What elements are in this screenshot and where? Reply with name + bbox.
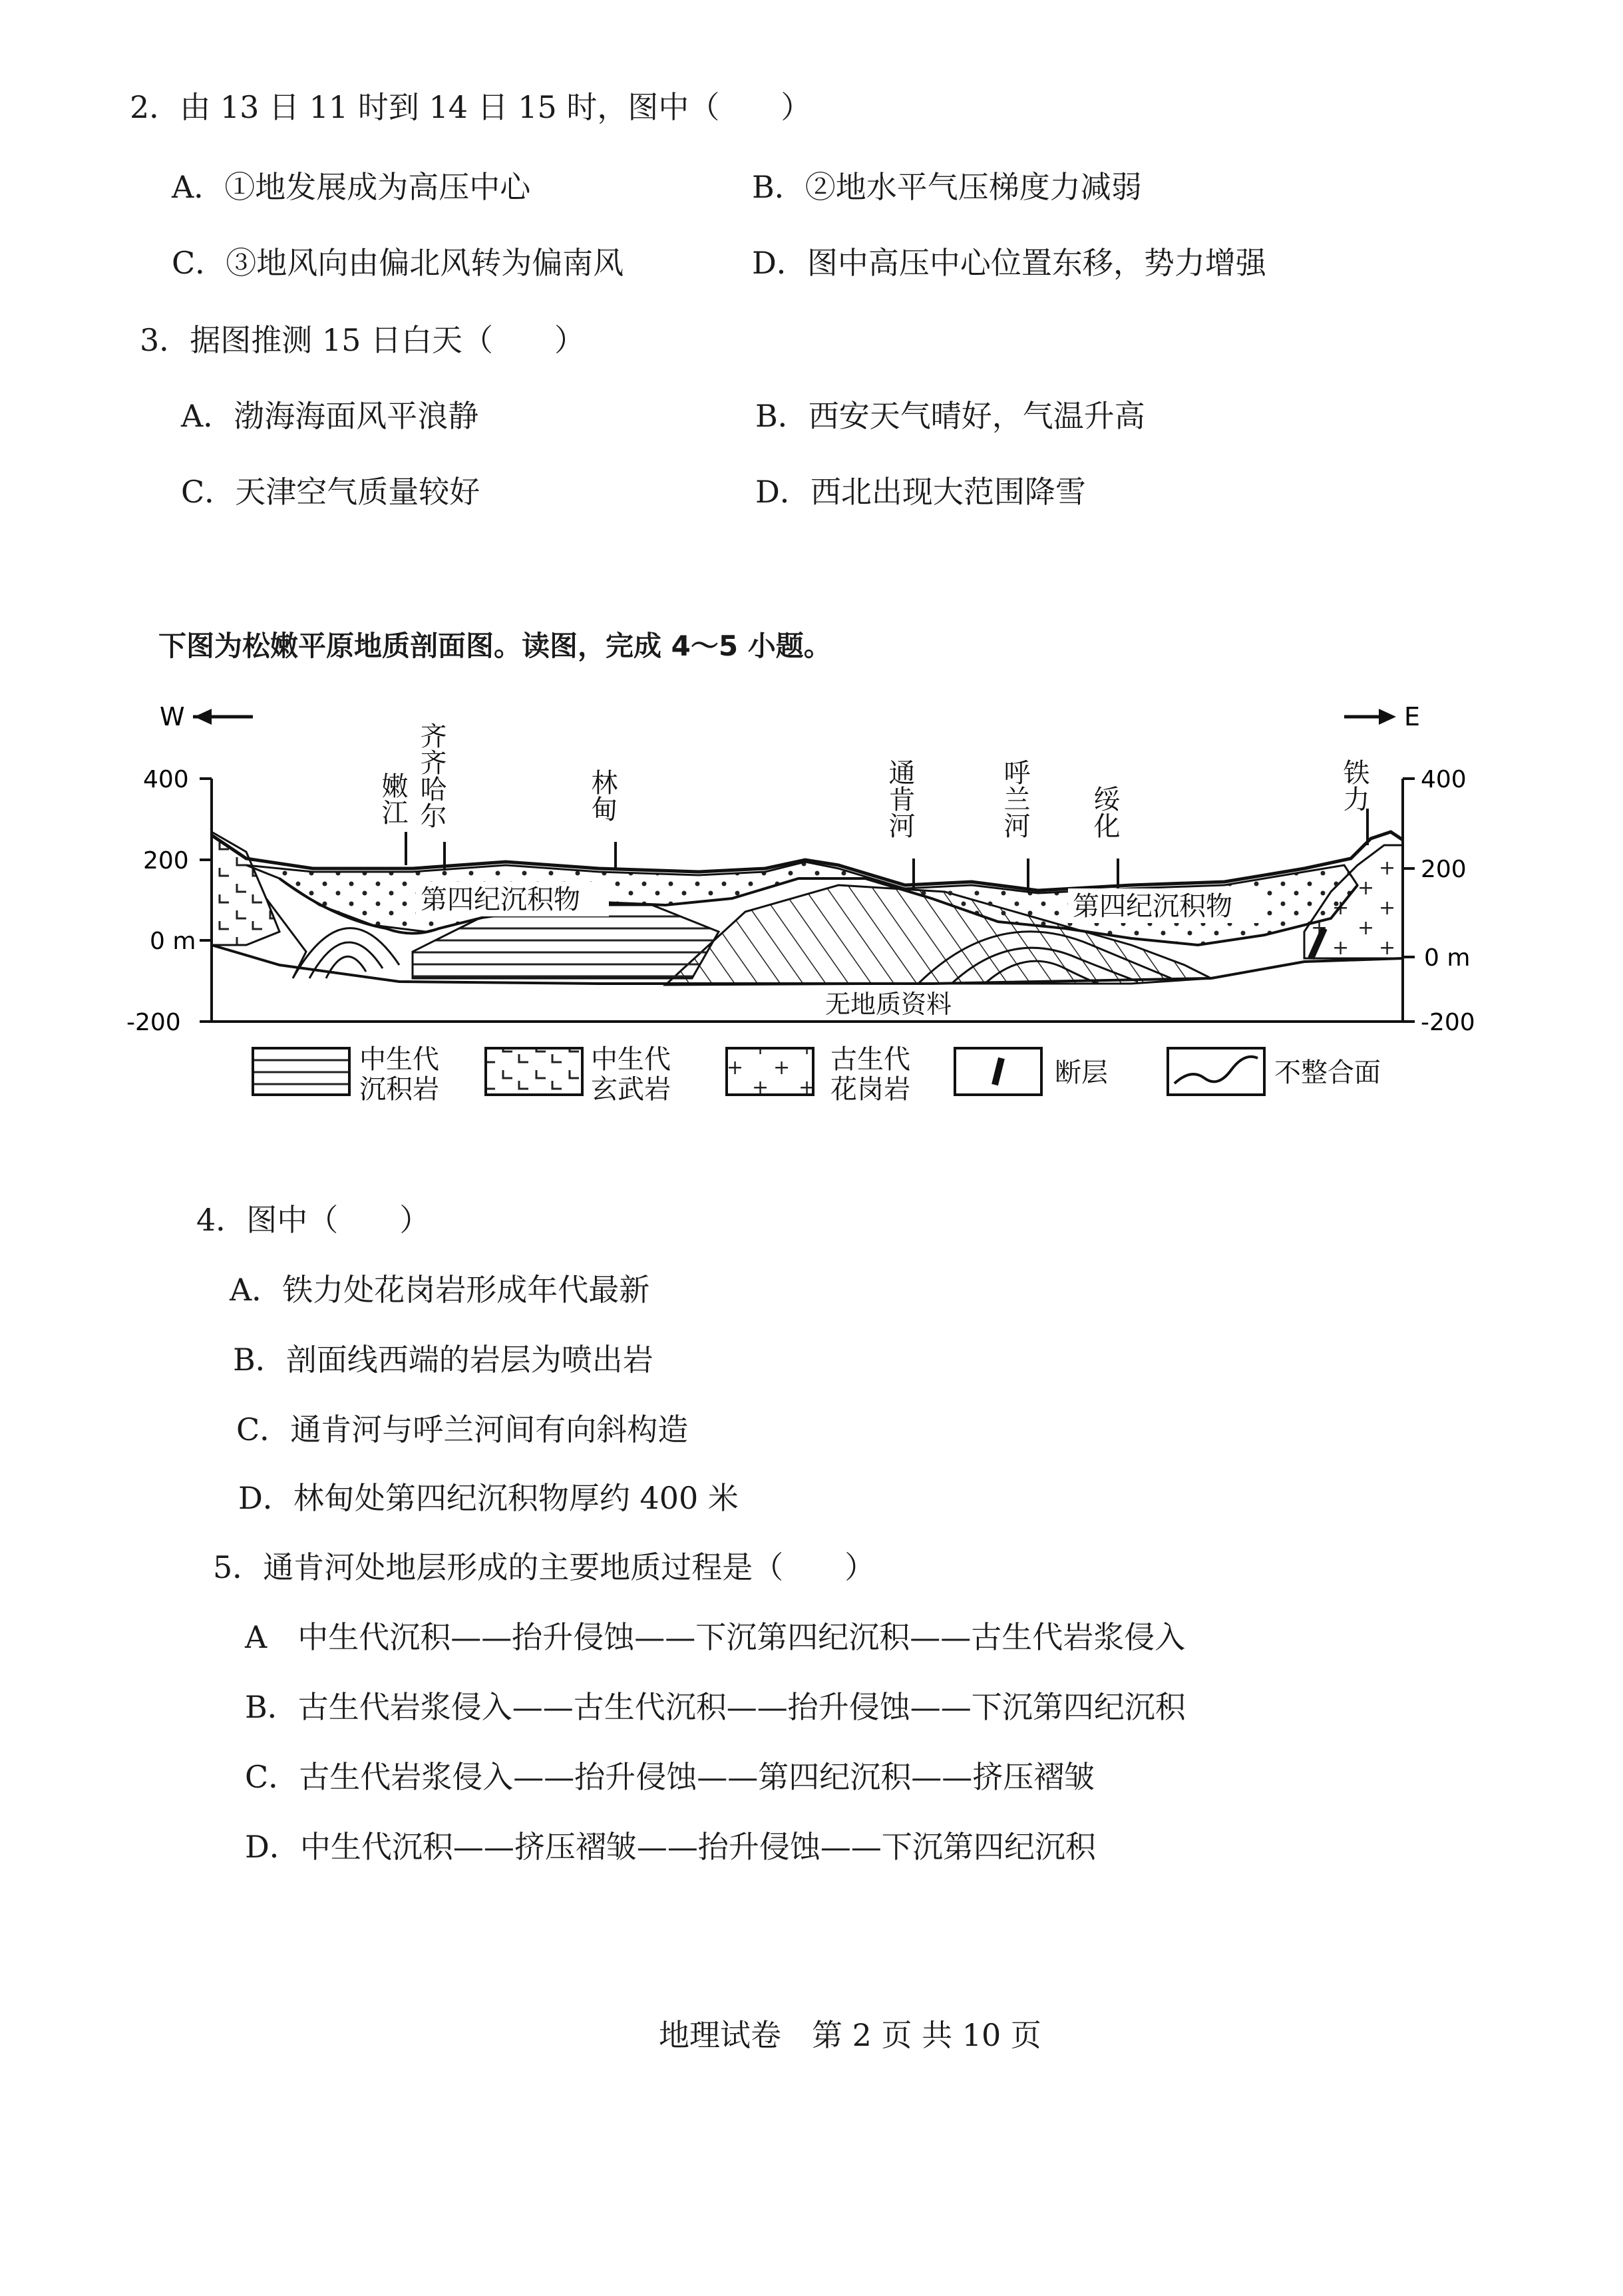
place-suihua: 绥化	[1089, 785, 1120, 839]
q5-option-c: C．古生代岩浆侵入——抬升侵蚀——第四纪沉积——挤压褶皱	[245, 1759, 1095, 1795]
place-nenjiang: 嫩江	[377, 772, 408, 825]
svg-text:古生代: 古生代	[830, 1044, 910, 1075]
left-tick-200: 200	[143, 847, 189, 874]
left-tick-400: 400	[143, 766, 189, 793]
legend-paleozoic-granite	[727, 1044, 910, 1105]
svg-text:玄武岩: 玄武岩	[591, 1074, 671, 1105]
no-data-label: 无地质资料	[825, 990, 952, 1019]
legend-mesozoic-basalt	[486, 1044, 671, 1105]
q4-option-a: A．铁力处花岗岩形成年代最新	[230, 1272, 650, 1308]
geologic-cross-section	[0, 0, 1623, 1131]
q3-option-d: D．西北出现大范围降雪	[755, 474, 1086, 510]
q4-option-b: B．剖面线西端的岩层为喷出岩	[233, 1342, 653, 1378]
east-direction-arrow	[1344, 702, 1420, 731]
q4-option-c: C．通肯河与呼兰河间有向斜构造	[236, 1412, 689, 1447]
q5-option-b: B．古生代岩浆侵入——古生代沉积——抬升侵蚀——下沉第四纪沉积	[245, 1689, 1186, 1725]
svg-text:中生代: 中生代	[359, 1044, 439, 1075]
q2-option-a: A．①地发展成为高压中心	[172, 169, 531, 205]
q3-stem: 3．据图推测 15 日白天（ ）	[140, 322, 586, 358]
svg-text:中生代: 中生代	[591, 1044, 671, 1075]
q2-option-c: C．③地风向由偏北风转为偏南风	[172, 245, 624, 281]
mesozoic-basalt-west	[212, 832, 279, 945]
svg-text:不整合面: 不整合面	[1274, 1057, 1381, 1088]
svg-text:断层: 断层	[1055, 1057, 1108, 1088]
place-lindian: 林甸	[587, 769, 618, 822]
right-elevation-axis	[1403, 766, 1475, 1036]
q2-option-b: B．②地水平气压梯度力减弱	[752, 169, 1142, 205]
east-label: E	[1404, 702, 1421, 731]
right-tick-0: 0 m	[1424, 944, 1471, 972]
left-tick-0: 0 m	[150, 928, 196, 955]
right-tick-minus200: -200	[1421, 1009, 1475, 1036]
svg-text:花岗岩: 花岗岩	[830, 1074, 910, 1105]
q5-option-d: D．中生代沉积——挤压褶皱——抬升侵蚀——下沉第四纪沉积	[245, 1829, 1096, 1865]
right-tick-400: 400	[1421, 766, 1467, 793]
q5-option-a: A 中生代沉积——抬升侵蚀——下沉第四纪沉积——古生代岩浆侵入	[245, 1619, 1186, 1655]
figure-intro: 下图为松嫩平原地质剖面图。读图，完成 4～5 小题。	[158, 630, 832, 662]
q3-option-a: A．渤海海面风平浪静	[181, 398, 479, 434]
place-hulan-river: 呼兰河	[999, 759, 1030, 839]
svg-text:沉积岩: 沉积岩	[359, 1074, 439, 1105]
q4-stem: 4．图中（ ）	[196, 1202, 431, 1238]
q2-option-d: D．图中高压中心位置东移，势力增强	[752, 245, 1266, 281]
place-qiqihar: 齐齐哈尔	[416, 722, 447, 829]
q5-stem: 5．通肯河处地层形成的主要地质过程是（ ）	[213, 1549, 876, 1585]
place-tieli: 铁力	[1339, 759, 1369, 812]
left-elevation-axis	[126, 766, 212, 1036]
legend-fault	[955, 1048, 1108, 1095]
quaternary-label-west: 第四纪沉积物	[421, 884, 580, 915]
q2-stem: 2．由 13 日 11 时到 14 日 15 时，图中（ ）	[130, 89, 812, 125]
legend	[253, 1044, 1381, 1105]
west-label: W	[160, 702, 185, 731]
place-tongken-river: 通肯河	[884, 759, 915, 839]
page-footer: 地理试卷 第 2 页 共 10 页	[659, 2017, 1041, 2053]
q4-option-d: D．林甸处第四纪沉积物厚约 400 米	[238, 1480, 739, 1516]
legend-unconformity	[1168, 1048, 1381, 1095]
right-tick-200: 200	[1421, 856, 1467, 883]
left-tick-minus200: -200	[126, 1009, 181, 1036]
west-direction-arrow	[160, 702, 253, 731]
q3-option-b: B．西安天气晴好，气温升高	[755, 398, 1145, 434]
quaternary-label-east: 第四纪沉积物	[1073, 891, 1232, 922]
q3-option-c: C．天津空气质量较好	[181, 474, 480, 510]
legend-mesozoic-sedimentary	[253, 1044, 439, 1105]
